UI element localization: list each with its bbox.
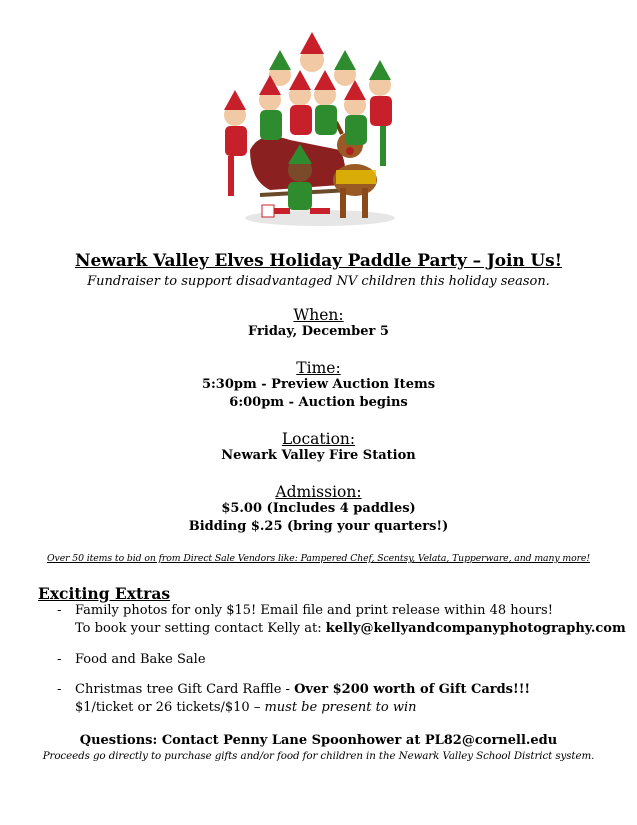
extras-item-photos: Family photos for only $15! Email file and print release within 48 hours! xyxy=(75,603,553,618)
time-line: 6:00pm - Auction begins xyxy=(229,395,408,410)
list-bullet: - xyxy=(57,682,62,697)
location-heading: Location: xyxy=(281,430,356,448)
questions-contact: Questions: Contact Penny Lane Spoonhower at PL82@cornell.edu xyxy=(79,733,558,748)
proceeds-note: Proceeds go directly to purchase gifts and/or food for children in the Newark Valley School District system. xyxy=(42,750,595,762)
extras-item-bake-sale: Food and Bake Sale xyxy=(75,652,206,667)
admission-line: Bidding $.25 (bring your quarters!) xyxy=(188,519,449,534)
raffle-price: $1/ticket or 26 tickets/$10 – xyxy=(75,700,265,715)
list-bullet: - xyxy=(57,652,62,667)
raffle-note: must be present to win xyxy=(264,700,417,715)
when-heading: When: xyxy=(293,306,344,324)
extras-item-raffle-pricing xyxy=(75,700,417,715)
time-line: 5:30pm - Preview Auction Items xyxy=(201,377,436,392)
admission-heading: Admission: xyxy=(275,483,362,501)
contact-email-link[interactable]: kelly@kellyandcompanyphotography.com xyxy=(325,621,626,636)
raffle-highlight: Over $200 worth of Gift Cards!!! xyxy=(294,682,531,697)
when-value: Friday, December 5 xyxy=(248,324,389,339)
extras-item-photos-contact xyxy=(75,621,626,636)
location-value: Newark Valley Fire Station xyxy=(221,448,416,463)
event-subtitle: Fundraiser to support disadvantaged NV children this holiday season. xyxy=(87,274,550,289)
list-bullet: - xyxy=(57,603,62,618)
elves-image xyxy=(200,30,425,230)
extras-heading: Exciting Extras xyxy=(38,584,171,603)
contact-label: To book your setting contact Kelly at: xyxy=(75,621,326,636)
event-title: Newark Valley Elves Holiday Paddle Party – Join Us! xyxy=(75,251,562,271)
vendors-note: Over 50 items to bid on from Direct Sale Vendors like: Pampered Chef, Scentsy, Velata, Tupperware, and many more! xyxy=(47,553,590,564)
extras-item-raffle xyxy=(75,682,530,697)
time-heading: Time: xyxy=(296,359,341,377)
raffle-label: Christmas tree Gift Card Raffle - xyxy=(75,682,295,697)
admission-line: $5.00 (Includes 4 paddles) xyxy=(221,501,416,516)
